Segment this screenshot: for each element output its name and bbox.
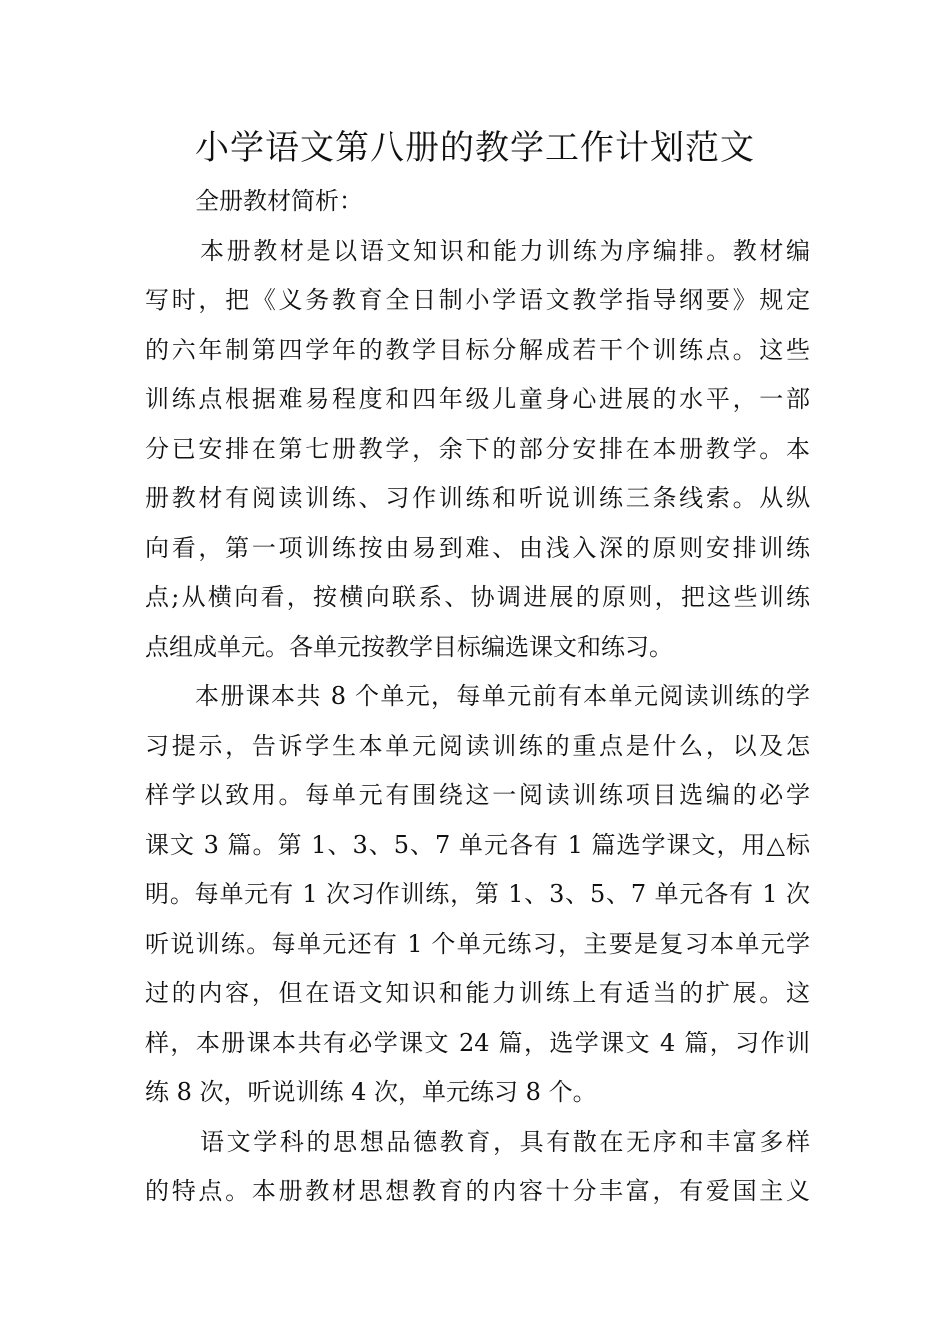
paragraph-2-line-5: 明。每单元有 1 次习作训练，第 1、3、5、7 单元各有 1 次 (145, 880, 810, 908)
paragraph-2-line-6: 听说训练。每单元还有 1 个单元练习，主要是复习本单元学 (145, 930, 810, 958)
paragraph-2-line-1: 本册课本共 8 个单元，每单元前有本单元阅读训练的学 (195, 682, 810, 710)
paragraph-1-line-3: 的六年制第四学年的教学目标分解成若干个训练点。这些 (145, 336, 810, 364)
paragraph-1-line-8: 点;从横向看，按横向联系、协调进展的原则，把这些训练 (145, 583, 810, 611)
paragraph-1-line-6: 册教材有阅读训练、习作训练和听说训练三条线索。从纵 (145, 484, 810, 512)
paragraph-1-line-2: 写时，把《义务教育全日制小学语文教学指导纲要》规定 (145, 286, 810, 314)
paragraph-2-line-4: 课文 3 篇。第 1、3、5、7 单元各有 1 篇选学课文，用△标 (145, 831, 810, 859)
paragraph-1-line-7: 向看，第一项训练按由易到难、由浅入深的原则安排训练 (145, 534, 810, 562)
paragraph-3-line-2: 的特点。本册教材思想教育的内容十分丰富，有爱国主义 (145, 1177, 810, 1205)
paragraph-1-line-9: 点组成单元。各单元按教学目标编选课文和练习。 (145, 633, 673, 661)
paragraph-3-line-1: 语文学科的思想品德教育，具有散在无序和丰富多样 (200, 1128, 810, 1156)
paragraph-2-line-3: 样学以致用。每单元有围绕这一阅读训练项目选编的必学 (145, 781, 810, 809)
paragraph-1-line-4: 训练点根据难易程度和四年级儿童身心进展的水平，一部 (145, 385, 810, 413)
document-title: 小学语文第八册的教学工作计划范文 (195, 128, 755, 168)
paragraph-2-line-8: 样，本册课本共有必学课文 24 篇，选学课文 4 篇，习作训 (145, 1029, 810, 1057)
section-subheading: 全册教材简析： (195, 187, 363, 215)
paragraph-2-line-2: 习提示，告诉学生本单元阅读训练的重点是什么，以及怎 (145, 732, 810, 760)
paragraph-1-line-5: 分已安排在第七册教学，余下的部分安排在本册教学。本 (145, 435, 810, 463)
paragraph-1-line-1: 本册教材是以语文知识和能力训练为序编排。教材编 (200, 237, 810, 265)
paragraph-2-line-9: 练 8 次，听说训练 4 次，单元练习 8 个。 (145, 1078, 597, 1106)
paragraph-2-line-7: 过的内容，但在语文知识和能力训练上有适当的扩展。这 (145, 979, 810, 1007)
